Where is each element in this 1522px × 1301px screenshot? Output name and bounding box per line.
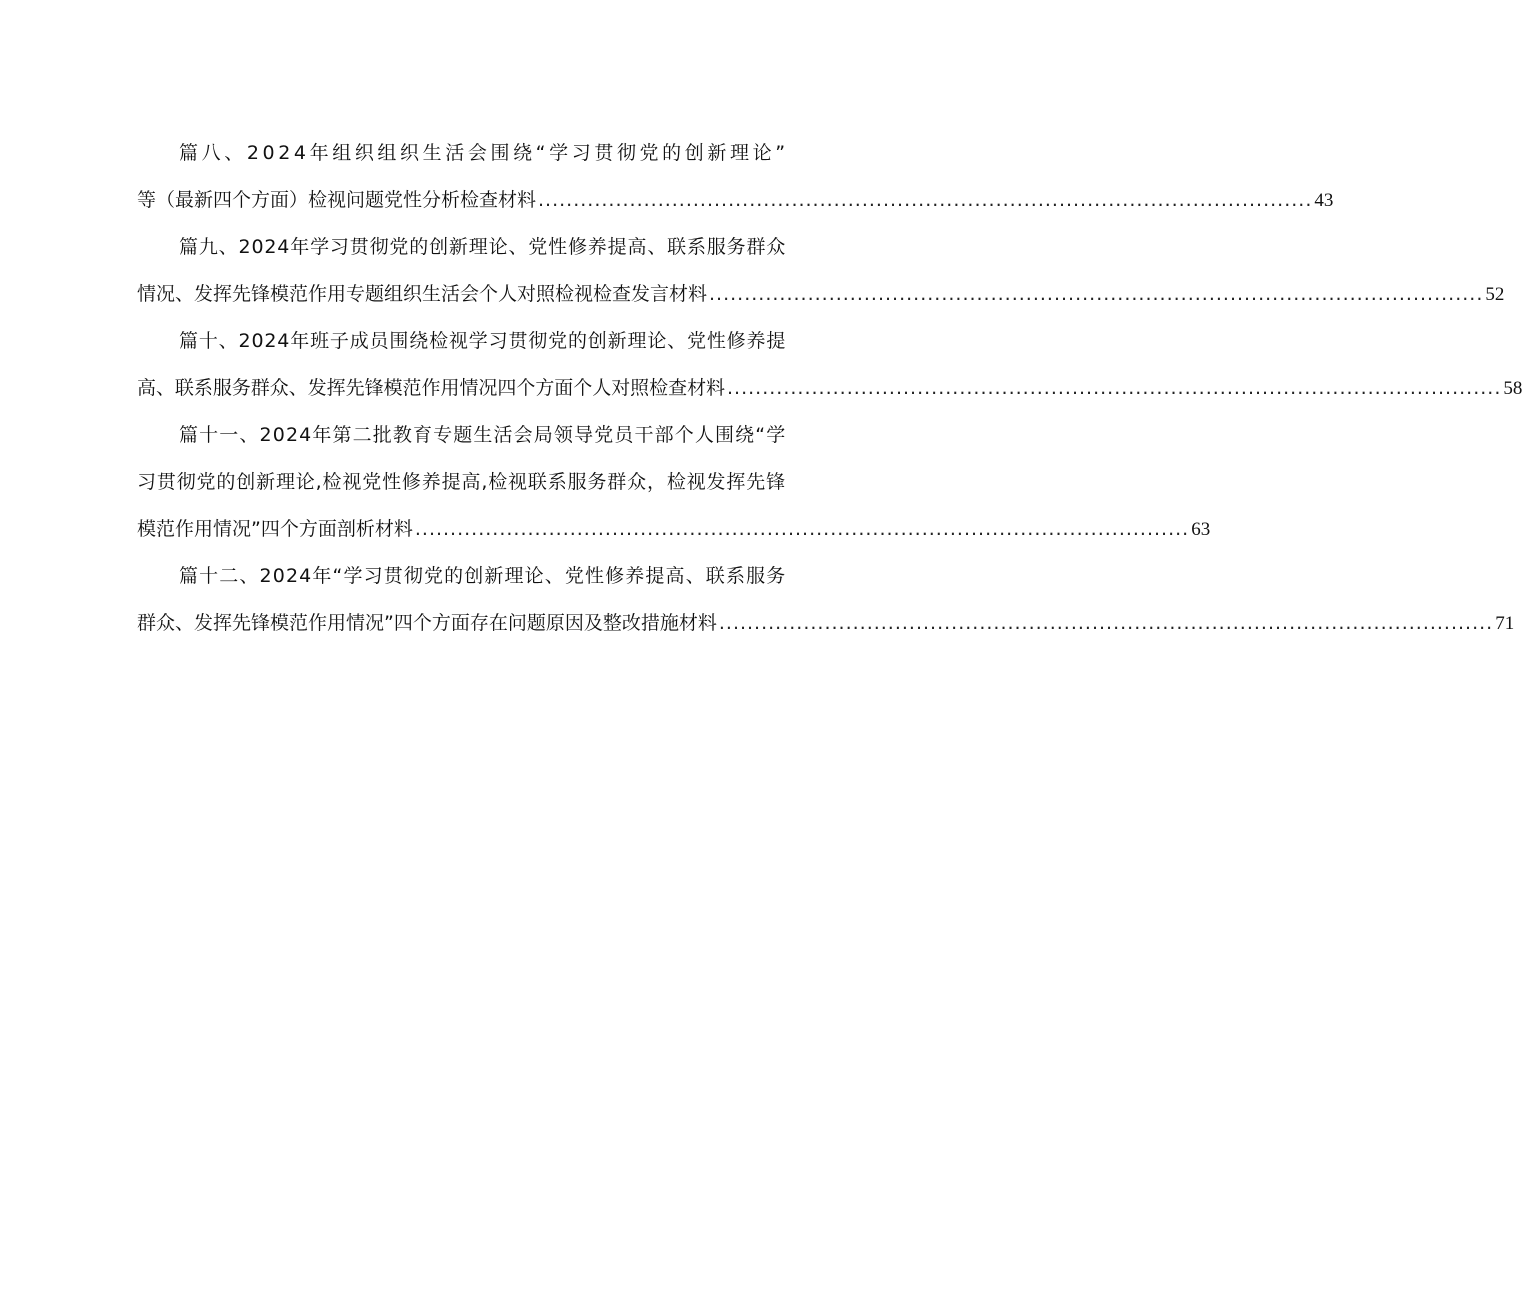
toc-page-number: 58: [1503, 378, 1522, 399]
toc-entry-text: 情况、发挥先锋模范作用专题组织生活会个人对照检视检查发言材料: [137, 283, 708, 305]
toc-entry-text: 篇九、2024年学习贯彻党的创新理论、党性修养提高、联系服务群众: [179, 236, 787, 258]
toc-entry-line: [137, 177, 1334, 224]
toc-page-number: 63: [1191, 519, 1211, 540]
toc-entry-line: [137, 130, 789, 177]
toc-entry-text: 篇十二、2024年“学习贯彻党的创新理论、党性修养提高、联系服务: [179, 565, 787, 587]
toc-entry-line: [137, 412, 785, 459]
toc-entry-text: 模范作用情况”四个方面剖析材料: [137, 518, 413, 540]
toc-entry-9[interactable]: [137, 224, 1505, 318]
toc-page-number: 52: [1485, 284, 1505, 305]
toc-entry-line: [137, 271, 1505, 318]
toc-entry-line: [137, 553, 785, 600]
toc-entry-text: 群众、发挥先锋模范作用情况”四个方面存在问题原因及整改措施材料: [137, 612, 717, 634]
toc-entry-line: [137, 459, 785, 506]
dot-leader: ..............................................................................................................: [718, 612, 1494, 634]
dot-leader: ..............................................................................................................: [709, 283, 1484, 305]
toc-entry-text: 等（最新四个方面）检视问题党性分析检查材料: [137, 189, 537, 211]
dot-leader: ..............................................................................................................: [727, 377, 1502, 399]
toc-entry-line: [137, 224, 785, 271]
toc-entry-8[interactable]: [137, 130, 1334, 224]
toc-page-number: 71: [1495, 613, 1515, 634]
dot-leader: ..............................................................................................................: [414, 518, 1190, 540]
toc-page-number: 43: [1314, 190, 1334, 211]
toc-entry-text: 篇十一、2024年第二批教育专题生活会局领导党员干部个人围绕“学: [179, 424, 787, 446]
table-of-contents: [137, 130, 1522, 647]
toc-entry-line: [137, 318, 785, 365]
toc-entry-text: 习贯彻党的创新理论,检视党性修养提高,检视联系服务群众，检视发挥先锋: [137, 471, 786, 493]
toc-entry-text: 篇十、2024年班子成员围绕检视学习贯彻党的创新理论、党性修养提: [179, 330, 787, 352]
toc-entry-line: [137, 365, 1522, 412]
toc-entry-12[interactable]: [137, 553, 1515, 647]
toc-entry-text: 高、联系服务群众、发挥先锋模范作用情况四个方面个人对照检查材料: [137, 377, 726, 399]
toc-entry-11[interactable]: [137, 412, 1211, 553]
toc-entry-line: [137, 600, 1515, 647]
toc-entry-10[interactable]: [137, 318, 1522, 412]
toc-entry-line: [137, 506, 1211, 553]
toc-entry-text: 篇八、2024年组织组织生活会围绕“学习贯彻党的创新理论”: [179, 142, 789, 164]
dot-leader: ..............................................................................................................: [538, 189, 1313, 211]
